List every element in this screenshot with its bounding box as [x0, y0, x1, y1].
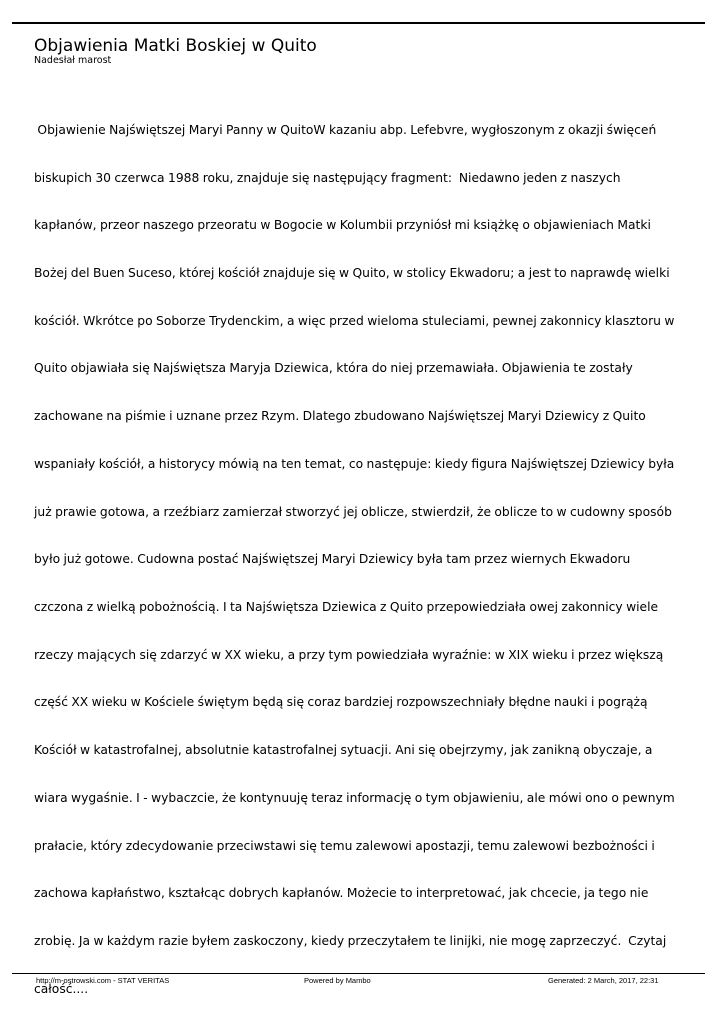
body-line: Quito objawiała się Najświętsza Maryja Dziewica, która do niej przemawiała. Objawienia te zostały [34, 361, 633, 376]
body-line: biskupich 30 czerwca 1988 roku, znajduje się następujący fragment: Niedawno jeden z naszych [34, 170, 621, 185]
body-line: część XX wieku w Kościele świętym będą się coraz bardziej rozpowszechniały błędne nauki i pogrążą [34, 695, 648, 710]
footer-powered-by: Powered by Mambo [304, 976, 371, 985]
body-line: wiara wygaśnie. I - wybaczcie, że kontynuuję teraz informację o tym objawieniu, ale mówi ono o pewnym [34, 790, 675, 805]
body-line: już prawie gotowa, a rzeźbiarz zamierzał stworzyć jej oblicze, stwierdził, że oblicze to w cudowny sposób [34, 504, 672, 519]
footer-generated-date: Generated: 2 March, 2017, 22:31 [548, 976, 659, 985]
body-line: kościół. Wkrótce po Soborze Trydenckim, a więc przed wieloma stuleciami, pewnej zakonnicy klasztoru w [34, 313, 675, 328]
body-line: było już gotowe. Cudowna postać Najświętszej Maryi Dziewicy była tam przez wiernych Ekwadoru [34, 552, 631, 567]
body-line: całość.... [34, 981, 89, 996]
body-line: rzeczy mających się zdarzyć w XX wieku, a przy tym powiedziała wyraźnie: w XIX wieku i przez większą [34, 647, 664, 662]
body-line: Objawienie Najświętszej Maryi Panny w QuitoW kazaniu abp. Lefebvre, wygłoszonym z okazji święceń [34, 122, 657, 137]
top-divider [12, 22, 705, 24]
body-line: Kościół w katastrofalnej, absolutnie katastrofalnej sytuacji. Ani się obejrzymy, jak zanikną obyczaje, a [34, 743, 653, 758]
footer-site-link: http://m-ostrowski.com - STAT VERITAS [36, 976, 170, 985]
body-line: Bożej del Buen Suceso, której kościół znajduje się w Quito, w stolicy Ekwadoru; a jest to naprawdę wielki [34, 265, 670, 280]
body-line: prałacie, który zdecydowanie przeciwstawi się temu zalewowi apostazji, temu zalewowi bezbożności i [34, 838, 655, 853]
body-line: wspaniały kościół, a historycy mówią na ten temat, co następuje: kiedy figura Najświętszej Dziewicy była [34, 456, 675, 471]
body-line: zrobię. Ja w każdym razie byłem zaskoczony, kiedy przeczytałem te linijki, nie mogę zaprzeczyć. Czytaj [34, 934, 667, 949]
body-line: czczona z wielką pobożnością. I ta Najświętsza Dziewica z Quito przepowiedziała owej zakonnicy wiele [34, 600, 659, 614]
article-title: Objawienia Matki Boskiej w Quito [34, 36, 317, 56]
body-line: zachowa kapłaństwo, kształcąc dobrych kapłanów. Możecie to interpretować, jak chcecie, ja tego nie [34, 886, 649, 901]
footer-divider [12, 973, 705, 974]
body-line: zachowane na piśmie i uznane przez Rzym. Dlatego zbudowano Najświętszej Maryi Dziewicy z Quito [34, 409, 646, 424]
author-line: Nadesłał marost [34, 55, 112, 66]
body-line: kapłanów, przeor naszego przeoratu w Bogocie w Kolumbii przyniósł mi książkę o objawieniach Matki [34, 218, 651, 233]
article-body [34, 91, 694, 1014]
